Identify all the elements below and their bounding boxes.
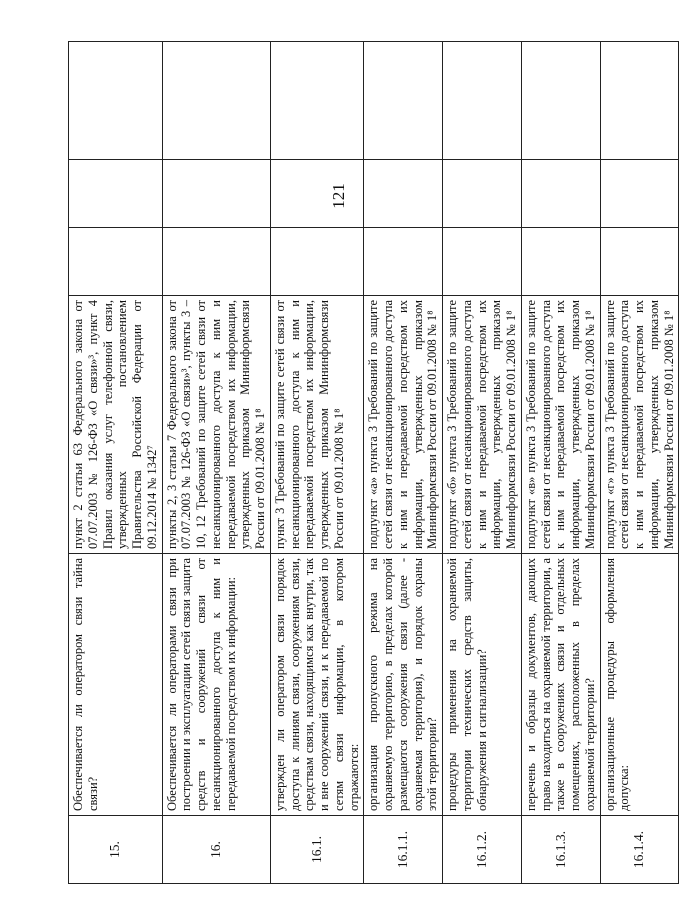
answer-yes-cell [443,228,522,296]
row-number: 16.1. [270,816,364,884]
table-row [270,42,364,884]
note-cell [162,42,270,160]
legal-basis-cell: подпункт «в» пункта 3 Требований по защите сетей связи от несанкционированного доступа к ним и передаваемой посредством их информации, утвержденных приказом Мининформсвязи России от 09.01.2008 № 1⁸ [521,296,600,554]
row-number: 16.1.2. [443,816,522,884]
legal-basis-cell: подпункт «г» пункта 3 Требований по защите сетей связи от несанкционированного доступа к ним и передаваемой посредством их информации, утвержденных приказом Мининформсвязи России от 09.01.2008 № 1⁸ [600,296,679,554]
answer-yes-cell [69,228,163,296]
rotated-table-container [68,42,676,884]
answer-no-cell [521,160,600,228]
note-cell [443,42,522,160]
answer-yes-cell [162,228,270,296]
question-cell: Обеспечивается ли оператором связи тайна связи? [69,554,163,816]
answer-yes-cell [270,228,364,296]
note-cell [521,42,600,160]
question-cell: организационные процедуры оформления допуска: [600,554,679,816]
answer-no-cell [162,160,270,228]
row-number: 16.1.3. [521,816,600,884]
page-number: 121 [329,183,348,209]
legal-basis-cell: подпункт «б» пункта 3 Требований по защите сетей связи от несанкционированного доступа к ним и передаваемой посредством их информации, утвержденных приказом Мининформсвязи России от 09.01.2008 № 1⁸ [443,296,522,554]
row-number: 16.1.4. [600,816,679,884]
row-number: 15. [69,816,163,884]
note-cell [69,42,163,160]
note-cell [364,42,443,160]
answer-no-cell [270,160,364,228]
table-row [521,42,600,884]
legal-basis-cell: пункт 2 статьи 63 Федерального закона от 07.07.2003 № 126-ФЗ «О связи»³, пункт 4 Правил оказания услуг телефонной связи, утвержденных постановлением Правительства Российской Федерации от 09.12.2014 № 1342⁷ [69,296,163,554]
table-row [69,42,163,884]
question-cell: процедуры применения на охраняемой территории технических средств защиты, обнаружения и сигнализации? [443,554,522,816]
note-cell [600,42,679,160]
answer-yes-cell [364,228,443,296]
row-number: 16. [162,816,270,884]
question-cell: организация пропускного режима на охраняемую территорию, в пределах которой размещаются сооружения связи (далее - охраняемая территория), и порядок охраны этой территории? [364,554,443,816]
legal-basis-cell: подпункт «а» пункта 3 Требований по защите сетей связи от несанкционированного доступа к ним и передаваемой посредством их информации, утвержденных приказом Мининформсвязи России от 09.01.2008 № 1⁸ [364,296,443,554]
legal-basis-cell: пункт 3 Требований по защите сетей связи от несанкционированного доступа к ним и передаваемой посредством их информации, утвержденных приказом Мининформсвязи России от 09.01.2008 № 1⁸ [270,296,364,554]
table-row [443,42,522,884]
answer-no-cell [600,160,679,228]
answer-yes-cell [521,228,600,296]
answer-yes-cell [600,228,679,296]
question-cell: утвержден ли оператором связи порядок доступа к линиям связи, сооружениям связи, средствам связи, находящимся как внутри, так и вне сооружений связи, и к передаваемой по сетям связи информации, в котором отражаются: [270,554,364,816]
legal-basis-cell: пункты 2, 3 статьи 7 Федерального закона от 07.07.2003 № 126-ФЗ «О связи»³, пункты 3 – 10, 12 Требований по защите сетей связи от несанкционированного доступа к ним и передаваемой посредством их информации, утвержденных приказом Мининформсвязи России от 09.01.2008 № 1⁸ [162,296,270,554]
answer-no-cell [69,160,163,228]
table-row [600,42,679,884]
table-row [162,42,270,884]
row-number: 16.1.1. [364,816,443,884]
answer-no-cell [443,160,522,228]
table-row [364,42,443,884]
answer-no-cell [364,160,443,228]
question-cell: Обеспечивается ли операторами связи при построении и эксплуатации сетей связи защита средств и сооружений связи от несанкционированного доступа к ним и передаваемой посредством их информации: [162,554,270,816]
question-cell: перечень и образцы документов, дающих право находиться на охраняемой территории, а также в сооружениях связи и отдельных помещениях, расположенных в пределах охраняемой территории? [521,554,600,816]
note-cell [270,42,364,160]
requirements-table [68,41,679,884]
